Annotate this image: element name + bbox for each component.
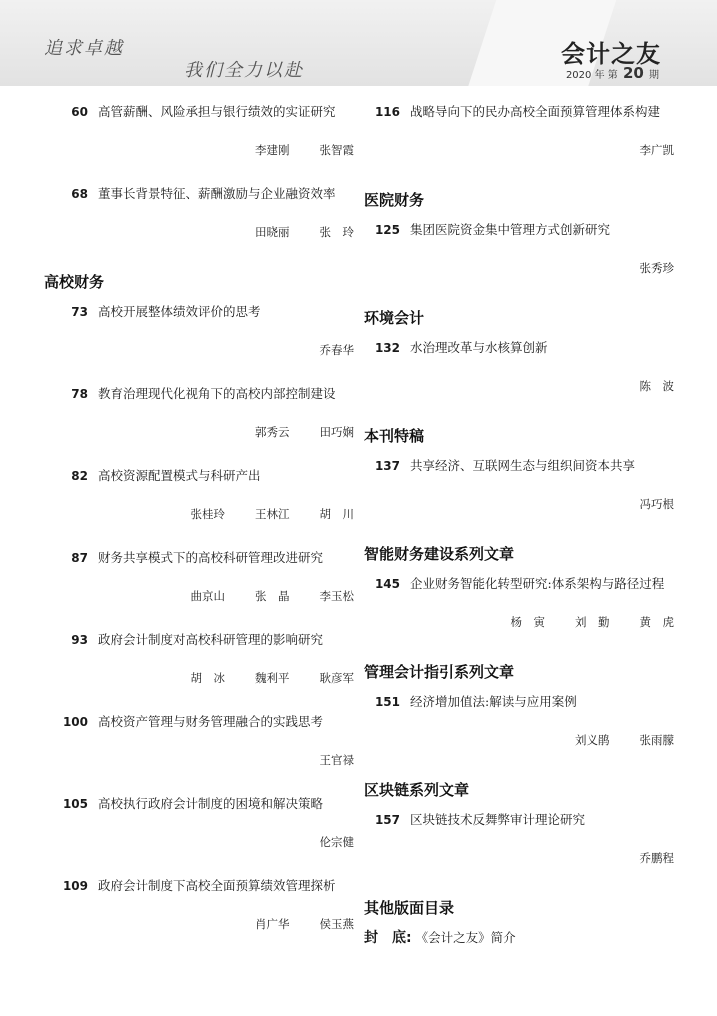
page-number: 100 bbox=[62, 715, 88, 729]
section-heading: 管理会计指引系列文章 bbox=[364, 663, 515, 681]
article-title[interactable]: 政府会计制度下高校全面预算绩效管理探析 bbox=[98, 878, 336, 893]
article-title[interactable]: 水治理改革与水核算创新 bbox=[410, 340, 548, 355]
article-title[interactable]: 教育治理现代化视角下的高校内部控制建设 bbox=[98, 386, 336, 401]
page-number: 125 bbox=[374, 223, 400, 237]
page-number: 151 bbox=[374, 695, 400, 709]
article-authors: 张桂玲 王林江 胡 川 bbox=[190, 507, 354, 521]
back-cover-note[interactable] bbox=[364, 926, 674, 950]
issue-suffix: 期 bbox=[649, 70, 659, 81]
page-number: 68 bbox=[71, 187, 88, 201]
toc-entry[interactable] bbox=[364, 100, 674, 162]
article-authors: 肖广华 侯玉燕 bbox=[255, 917, 354, 931]
page-number: 116 bbox=[374, 105, 400, 119]
toc-entry[interactable] bbox=[364, 454, 674, 516]
page-number: 109 bbox=[62, 879, 88, 893]
section-heading: 高校财务 bbox=[44, 273, 105, 291]
article-authors: 冯巧根 bbox=[639, 497, 674, 511]
slogan-line-1: 追求卓越 bbox=[44, 38, 124, 59]
section-heading: 区块链系列文章 bbox=[364, 781, 470, 799]
article-authors: 伦宗健 bbox=[319, 835, 354, 849]
toc-entry[interactable] bbox=[44, 874, 354, 936]
article-title[interactable]: 战略导向下的民办高校全面预算管理体系构建 bbox=[410, 104, 661, 119]
section-heading: 智能财务建设系列文章 bbox=[364, 545, 515, 563]
page-number: 137 bbox=[374, 459, 400, 473]
toc-entry[interactable] bbox=[364, 336, 674, 398]
toc-entry[interactable] bbox=[364, 690, 674, 752]
toc-entry[interactable] bbox=[44, 792, 354, 854]
section-heading: 本刊特稿 bbox=[364, 427, 425, 445]
article-title[interactable]: 高校执行政府会计制度的困境和解决策略 bbox=[98, 796, 324, 811]
page-number: 157 bbox=[374, 813, 400, 827]
article-title[interactable]: 区块链技术反舞弊审计理论研究 bbox=[410, 812, 586, 827]
article-title[interactable]: 企业财务智能化转型研究:体系架构与路径过程 bbox=[410, 576, 665, 591]
article-authors: 曲京山 张 晶 李玉松 bbox=[190, 589, 354, 603]
header-band bbox=[0, 0, 717, 86]
issue-year: 2020 年 第 bbox=[565, 70, 618, 81]
article-authors: 王官禄 bbox=[319, 753, 354, 767]
article-authors: 乔春华 bbox=[319, 343, 354, 357]
page-number: 87 bbox=[71, 551, 88, 565]
article-authors: 张秀珍 bbox=[639, 261, 674, 275]
article-title[interactable]: 集团医院资金集中管理方式创新研究 bbox=[410, 222, 611, 237]
page-number: 132 bbox=[374, 341, 400, 355]
page-number: 105 bbox=[62, 797, 88, 811]
toc-right-column bbox=[364, 86, 674, 950]
article-title[interactable]: 董事长背景特征、薪酬激励与企业融资效率 bbox=[98, 186, 336, 201]
page-number: 145 bbox=[374, 577, 400, 591]
article-authors: 杨 寅 刘 勤 黄 虎 bbox=[510, 615, 674, 629]
toc-entry[interactable] bbox=[364, 572, 674, 634]
toc-entry[interactable] bbox=[44, 464, 354, 526]
article-title[interactable]: 高校资源配置模式与科研产出 bbox=[98, 468, 261, 483]
section-heading: 其他版面目录 bbox=[364, 899, 455, 917]
toc-entry[interactable] bbox=[44, 546, 354, 608]
article-authors: 田晓丽 张 玲 bbox=[255, 225, 354, 239]
article-authors: 李建刚 张智霞 bbox=[255, 143, 354, 157]
article-authors: 乔鹏程 bbox=[639, 851, 674, 865]
article-authors: 刘义鹃 张雨朦 bbox=[575, 733, 674, 747]
toc-entry[interactable] bbox=[44, 710, 354, 772]
page-number: 60 bbox=[71, 105, 88, 119]
issue-info bbox=[566, 64, 659, 82]
article-title[interactable]: 高校资产管理与财务管理融合的实践思考 bbox=[98, 714, 324, 729]
slogan-line-2: 我们全力以赴 bbox=[184, 60, 304, 81]
article-authors: 胡 冰 魏利平 耿彦军 bbox=[190, 671, 354, 685]
toc-entry[interactable] bbox=[44, 182, 354, 244]
toc-entry[interactable] bbox=[364, 218, 674, 280]
article-title[interactable]: 共享经济、互联网生态与组织间资本共享 bbox=[410, 458, 636, 473]
cover-text: 《会计之友》简介 bbox=[415, 930, 516, 945]
article-title[interactable]: 经济增加值法:解读与应用案例 bbox=[410, 694, 577, 709]
issue-number: 20 bbox=[622, 64, 644, 82]
section-heading: 医院财务 bbox=[364, 191, 425, 209]
toc-entry[interactable] bbox=[364, 808, 674, 870]
toc-entry[interactable] bbox=[44, 300, 354, 362]
article-title[interactable]: 高管薪酬、风险承担与银行绩效的实证研究 bbox=[98, 104, 336, 119]
article-authors: 陈 波 bbox=[639, 379, 674, 393]
article-authors: 李广凯 bbox=[639, 143, 674, 157]
page-number: 78 bbox=[71, 387, 88, 401]
page-number: 82 bbox=[71, 469, 88, 483]
section-heading: 环境会计 bbox=[364, 309, 425, 327]
article-title[interactable]: 高校开展整体绩效评价的思考 bbox=[98, 304, 261, 319]
toc-entry[interactable] bbox=[44, 628, 354, 690]
article-authors: 郭秀云 田巧娴 bbox=[255, 425, 354, 439]
article-title[interactable]: 财务共享模式下的高校科研管理改进研究 bbox=[98, 550, 324, 565]
toc-entry[interactable] bbox=[44, 382, 354, 444]
toc-left-column bbox=[44, 86, 354, 956]
cover-label: 封 底: bbox=[364, 930, 412, 946]
page-number: 73 bbox=[71, 305, 88, 319]
toc-entry[interactable] bbox=[44, 100, 354, 162]
article-title[interactable]: 政府会计制度对高校科研管理的影响研究 bbox=[98, 632, 324, 647]
page-number: 93 bbox=[71, 633, 88, 647]
journal-title: 会计之友 bbox=[561, 40, 661, 68]
